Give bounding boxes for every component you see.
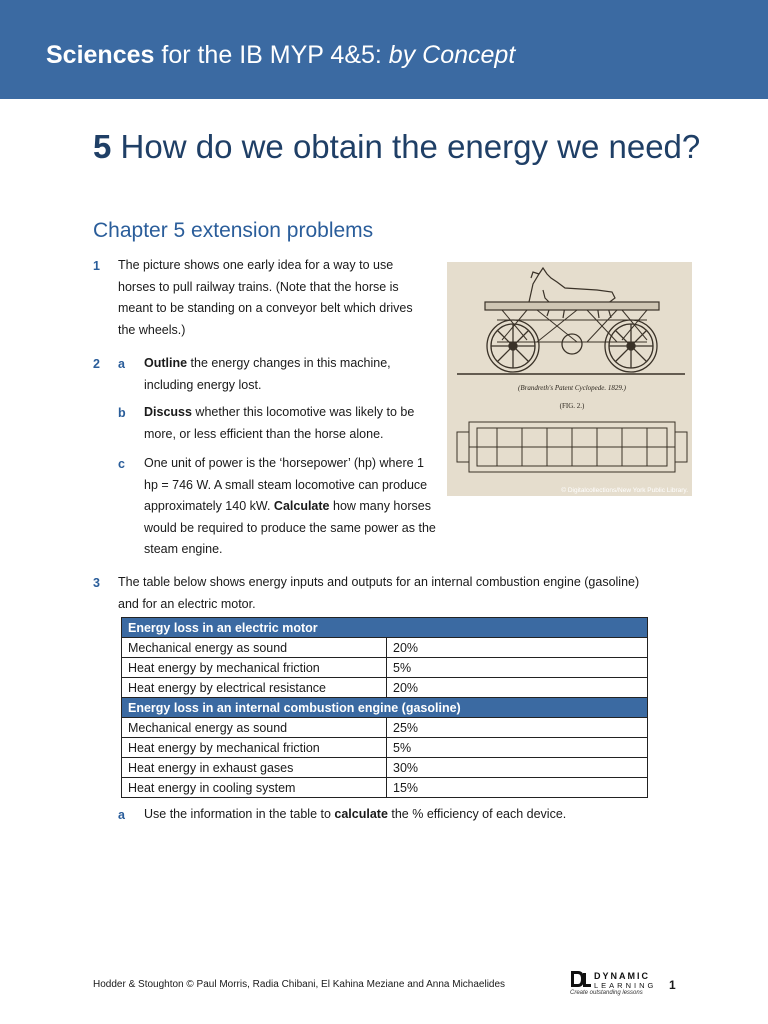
row-label: Heat energy in exhaust gases: [122, 758, 387, 778]
logo-tagline: Create outstanding lessons: [570, 990, 643, 996]
logo-word-learning: LEARNING: [594, 981, 657, 990]
row-label: Heat energy by mechanical friction: [122, 658, 387, 678]
dynamic-learning-logo: [570, 970, 657, 998]
table-row: [122, 678, 648, 698]
question-3-text: The table below shows energy inputs and outputs for an internal combustion engine (gasoline) and for an electric motor.: [118, 575, 640, 611]
row-label: Heat energy in cooling system: [122, 778, 387, 798]
row-value: 25%: [387, 718, 648, 738]
question-2-number: 2: [93, 357, 100, 371]
row-label: Mechanical energy as sound: [122, 638, 387, 658]
table-row: [122, 738, 648, 758]
table-header-row: [122, 618, 648, 638]
row-value: 20%: [387, 638, 648, 658]
footer-copyright: Hodder & Stoughton © Paul Morris, Radia Chibani, El Kahina Meziane and Anna Michaelides: [93, 979, 506, 990]
question-3a-label: a: [118, 808, 125, 822]
page-number: 1: [669, 978, 676, 992]
row-label: Heat energy by electrical resistance: [122, 678, 387, 698]
energy-loss-table: [121, 617, 648, 798]
table-row: [122, 638, 648, 658]
question-2a-text: Outline the energy changes in this machine, including energy lost.: [144, 356, 391, 392]
question-2c-text: One unit of power is the ‘horsepower’ (hp) where 1 hp = 746 W. A small steam locomotive can produce approximately 140 kW. Calculate how many horses would be required to produce the same power as the steam engine.: [144, 456, 436, 556]
question-1-text: The picture shows one early idea for a way to use horses to pull railway trains. (Note that the horse is meant to be standing on a conveyor belt which drives the wheels.): [118, 258, 413, 337]
question-2a-label: a: [118, 357, 125, 371]
row-label: Mechanical energy as sound: [122, 718, 387, 738]
row-label: Heat energy by mechanical friction: [122, 738, 387, 758]
question-2b-text: Discuss whether this locomotive was likely to be more, or less efficient than the horse alone.: [144, 405, 415, 441]
question-3a-text: Use the information in the table to calculate the % efficiency of each device.: [144, 807, 567, 821]
row-value: 5%: [387, 738, 648, 758]
table-row: [122, 658, 648, 678]
cyclopede-drawing: [447, 262, 692, 496]
chapter-subtitle: Chapter 5 extension problems: [93, 219, 374, 242]
row-value: 30%: [387, 758, 648, 778]
table-row: [122, 758, 648, 778]
row-value: 5%: [387, 658, 648, 678]
cyclopede-illustration: [447, 262, 692, 496]
chapter-title: 5 How do we obtain the energy we need?: [93, 128, 701, 165]
table-header-row: [122, 698, 648, 718]
row-value: 15%: [387, 778, 648, 798]
header-banner: [0, 0, 768, 99]
logo-word-dynamic: DYNAMIC: [594, 971, 650, 981]
dl-logo-icon: [570, 970, 592, 990]
row-value: 20%: [387, 678, 648, 698]
figure-caption: (Brandreth's Patent Cyclopede. 1829.): [518, 384, 626, 392]
combustion-engine-header: Energy loss in an internal combustion engine (gasoline): [122, 698, 648, 718]
figure-credit: © Digitalcollections/New York Public Library.: [561, 487, 688, 494]
question-2b-label: b: [118, 406, 126, 420]
book-title: Sciences for the IB MYP 4&5: by Concept: [46, 41, 516, 69]
table-row: [122, 718, 648, 738]
figure-label: (FIG. 2.): [559, 402, 585, 410]
question-1-number: 1: [93, 259, 100, 273]
question-2c-label: c: [118, 457, 125, 471]
question-3-number: 3: [93, 576, 100, 590]
table-row: [122, 778, 648, 798]
electric-motor-header: Energy loss in an electric motor: [122, 618, 648, 638]
